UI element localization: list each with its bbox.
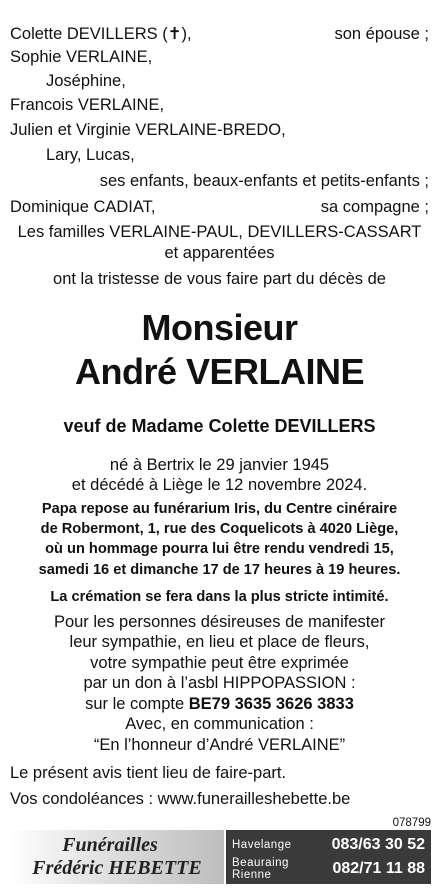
family-line-families: Les familles VERLAINE-PAUL, DEVILLERS-CASSART — [17, 223, 422, 241]
donation-line-4: par un don à l’asbl HIPPOPASSION : — [83, 674, 356, 692]
donation-line-7: “En l’honneur d’André VERLAINE” — [93, 736, 346, 754]
family-line-spouse: Colette DEVILLERS (✝), — [10, 25, 192, 43]
funeral-home-contacts — [226, 830, 431, 884]
condolences-line: Vos condoléances : www.funerailleshebette.be — [10, 790, 351, 808]
family-line-child-1: Sophie VERLAINE, — [10, 48, 153, 66]
phone-beauraing-rienne: 082/71 11 88 — [332, 860, 425, 877]
account-prefix: sur le compte — [85, 695, 189, 713]
donation-account-line — [0, 694, 439, 714]
family-line-grandchild-1: Joséphine, — [46, 72, 126, 90]
phone-havelange: 083/63 30 52 — [331, 836, 425, 853]
widower-line: veuf de Madame Colette DEVILLERS — [63, 416, 376, 436]
donation-line-1: Pour les personnes désireuses de manifester — [53, 613, 386, 631]
family-line-child-3: Julien et Virginie VERLAINE-BREDO, — [10, 121, 286, 139]
location-havelange: Havelange — [232, 839, 292, 851]
brand-line-2: Frédéric HEBETTE — [32, 857, 202, 879]
death-line: et décédé à Liège le 12 novembre 2024. — [71, 476, 368, 494]
donation-line-3: votre sympathie peut être exprimée — [90, 654, 349, 672]
notice-line: Le présent avis tient lieu de faire-part. — [10, 764, 287, 782]
announcement-line: ont la tristesse de vous faire part du décès de — [53, 270, 386, 288]
family-line-partner: Dominique CADIAT, — [10, 198, 156, 216]
deceased-title: Monsieur — [141, 307, 298, 348]
family-relation-children: ses enfants, beaux-enfants et petits-enfants ; — [99, 172, 429, 190]
family-line-grandchildren: Lary, Lucas, — [46, 146, 135, 164]
family-line-child-2: Francois VERLAINE, — [10, 96, 165, 114]
family-relation-spouse: son épouse ; — [334, 25, 429, 43]
funeral-home-banner — [10, 830, 431, 884]
birth-line: né à Bertrix le 29 janvier 1945 — [109, 456, 330, 474]
location-rienne: Rienne — [232, 869, 272, 881]
family-line-relatives: et apparentées — [164, 244, 275, 262]
repose-line-2: de Robermont, 1, rue des Coquelicots à 4020 Liège, — [40, 521, 399, 537]
brand-line-1: Funérailles — [62, 834, 158, 856]
location-beauraing: Beauraing — [232, 857, 289, 869]
funeral-home-brand — [10, 830, 224, 884]
deceased-name: André VERLAINE — [74, 351, 365, 392]
reference-number: 078799 — [392, 817, 431, 829]
repose-line-4: samedi 16 et dimanche 17 de 17 heures à 19 heures. — [38, 562, 401, 578]
repose-line-1: Papa repose au funérarium Iris, du Centre cinéraire — [41, 501, 398, 517]
cremation-line: La crémation se fera dans la plus stricte intimité. — [50, 589, 389, 605]
account-number: BE79 3635 3626 3833 — [188, 695, 354, 713]
donation-line-2: leur sympathie, en lieu et place de fleurs, — [69, 633, 370, 651]
repose-line-3: où un hommage pourra lui être rendu vendredi 15, — [45, 541, 394, 557]
family-relation-partner: sa compagne ; — [320, 198, 429, 216]
donation-line-6: Avec, en communication : — [125, 715, 314, 733]
